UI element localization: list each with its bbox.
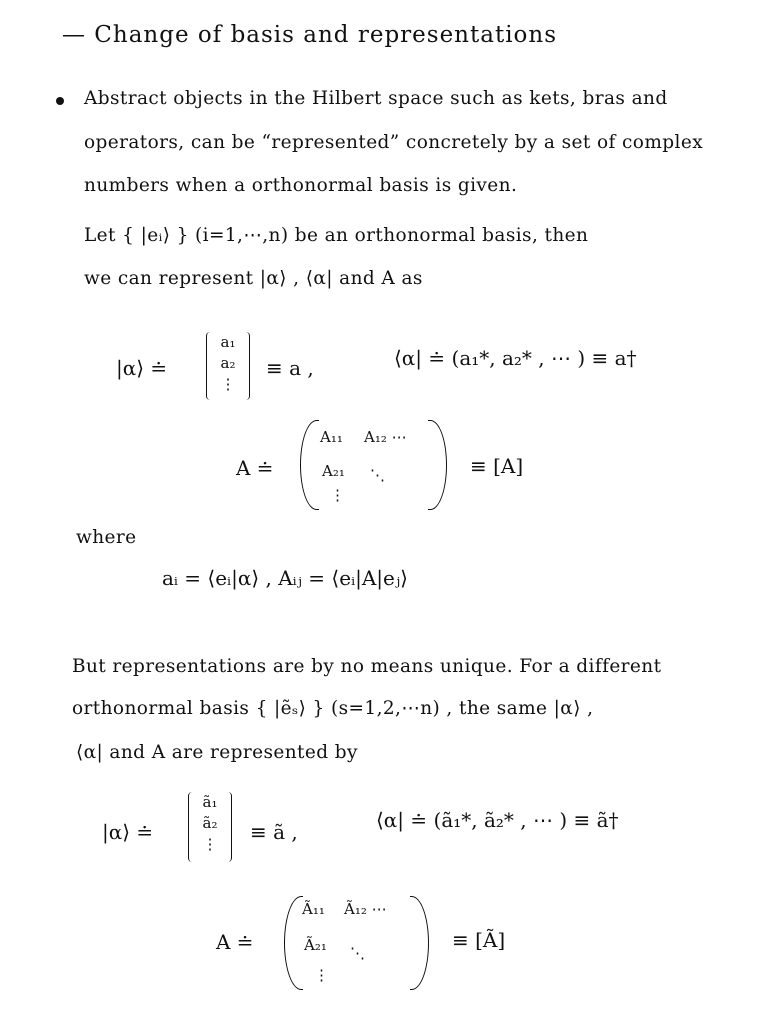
ket-representation-label: |α⟩ ≐ <box>116 356 168 380</box>
matrix-right-paren <box>410 896 429 990</box>
operator-representation-label: A ≐ <box>236 456 274 480</box>
component-definitions: aᵢ = ⟨eᵢ|α⟩ , Aᵢⱼ = ⟨eᵢ|A|eⱼ⟩ <box>162 566 408 590</box>
column-vector <box>206 332 250 400</box>
text-line: operators, can be “represented” concretely by a set of complex <box>84 132 704 153</box>
matrix-left-paren <box>300 420 319 510</box>
text-line: But representations are by no means unique. For a different <box>72 656 662 677</box>
text-line: ⟨α| and A are represented by <box>76 742 358 763</box>
matrix-entry: A₁₂ ⋯ <box>364 428 407 446</box>
vector-entry: a₂ <box>220 354 236 372</box>
ket-representation-label: |α⟩ ≐ <box>102 820 154 844</box>
matrix-entry: A₂₁ <box>322 462 345 480</box>
matrix-right-paren <box>428 420 447 510</box>
vector-entry: ⋮ <box>220 375 236 393</box>
text-line: numbers when a orthonormal basis is given. <box>84 175 518 196</box>
matrix-entry: Ã₂₁ <box>304 936 327 954</box>
matrix-entry: A₁₁ <box>320 428 343 446</box>
matrix-entry: Ã₁₁ <box>302 900 325 918</box>
vector-entry: ⋮ <box>202 835 218 853</box>
bullet-point <box>56 97 64 105</box>
matrix-entry: ⋱ <box>350 944 365 962</box>
bra-representation: ⟨α| ≐ (ã₁*, ã₂* , ⋯ ) ≡ ã† <box>376 808 619 832</box>
matrix-entry: ⋮ <box>314 966 329 984</box>
matrix-entry: Ã₁₂ ⋯ <box>344 900 387 918</box>
vector-entry: ã₂ <box>202 814 218 832</box>
vector-entry: ã₁ <box>202 793 218 811</box>
text-line: we can represent |α⟩ , ⟨α| and A as <box>84 268 423 289</box>
operator-equivalence: ≡ [A] <box>470 454 524 478</box>
matrix-entry: ⋱ <box>370 466 385 484</box>
column-vector <box>188 792 232 862</box>
matrix-left-paren <box>284 896 303 990</box>
text-line: Let { |eᵢ⟩ } (i=1,⋯,n) be an orthonormal basis, then <box>84 225 589 246</box>
matrix-entry: ⋮ <box>330 486 345 504</box>
text-line: Abstract objects in the Hilbert space such as kets, bras and <box>84 88 668 109</box>
ket-equivalence: ≡ ã , <box>250 820 298 844</box>
bra-representation: ⟨α| ≐ (a₁*, a₂* , ⋯ ) ≡ a† <box>394 346 637 370</box>
vector-entry: a₁ <box>220 333 236 351</box>
page-title: — Change of basis and representations <box>62 22 558 48</box>
ket-equivalence: ≡ a , <box>266 356 314 380</box>
where-label: where <box>76 527 137 548</box>
text-line: orthonormal basis { |ẽₛ⟩ } (s=1,2,⋯n) , the same |α⟩ , <box>72 698 594 719</box>
operator-representation-label: A ≐ <box>216 930 254 954</box>
operator-equivalence: ≡ [Ã] <box>452 928 506 952</box>
